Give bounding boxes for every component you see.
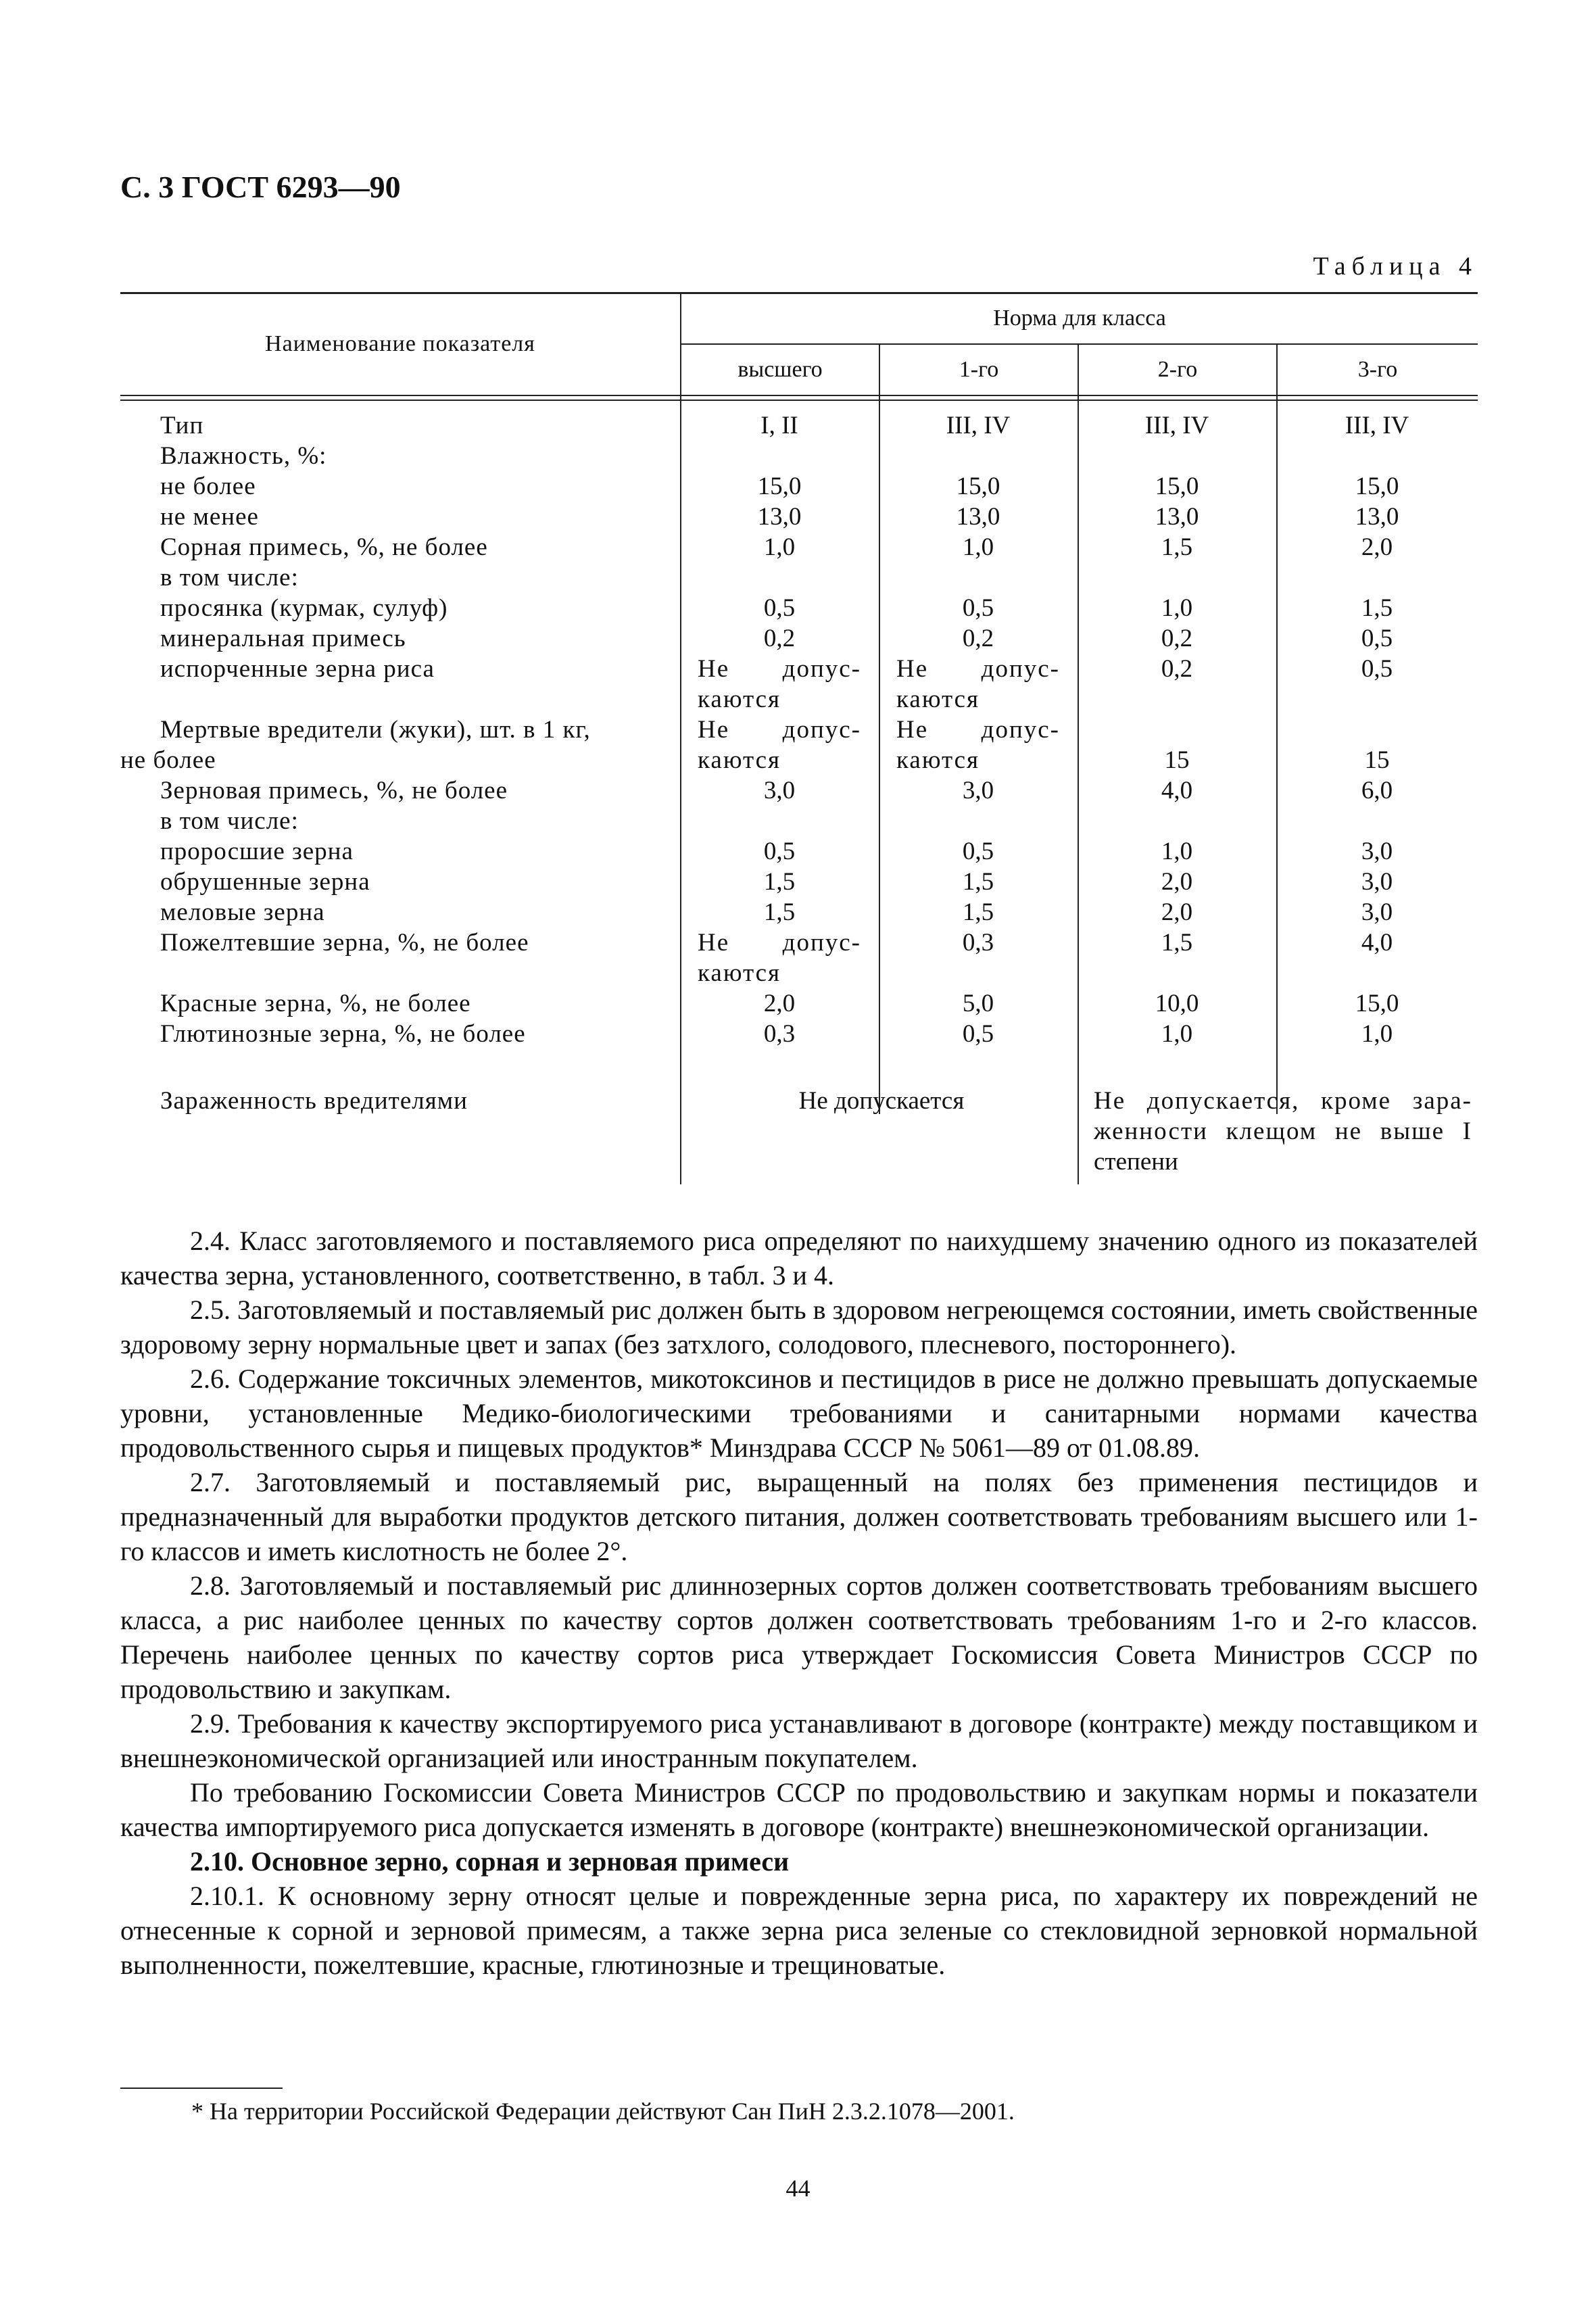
row-value-text: 3,0 xyxy=(1361,898,1393,926)
row-value-text: 1,0 xyxy=(1161,1020,1193,1048)
row-value-text: 15,0 xyxy=(956,473,1000,500)
table-row xyxy=(120,502,1478,532)
row-value-col-1 xyxy=(680,836,879,867)
row-label: в том числе: xyxy=(160,807,299,835)
row-value-text: 1,5 xyxy=(962,868,994,896)
row-label: Глютинозные зерна, %, не более xyxy=(160,1020,526,1048)
table-row xyxy=(120,745,1478,775)
row-value-text: 15,0 xyxy=(757,473,802,500)
row-value-text: 2,0 xyxy=(1361,533,1393,561)
table-row xyxy=(120,836,1478,867)
row-value-col-4 xyxy=(1276,927,1478,958)
row-value-text: каются xyxy=(698,746,781,774)
class-header-1: 1-го xyxy=(959,357,999,382)
row-label: не более xyxy=(160,473,256,500)
row-value-text: III, IV xyxy=(1144,412,1209,439)
row-value-text: Не допус- xyxy=(698,929,861,957)
header-bottom-rule-2 xyxy=(120,400,1478,401)
row-value-text: 1,0 xyxy=(1361,1020,1393,1048)
row-value-col-3 xyxy=(1078,471,1276,502)
row-value-col-2 xyxy=(879,927,1078,958)
row-value-col-3 xyxy=(1078,623,1276,654)
paragraph: 2.9. Требования к качеству экспортируемого риса устанавливают в договоре (контракте) между поставщиком и внешнеэкономической организацией или иностранным покупателем. xyxy=(120,1708,1478,1773)
row-value-text: 0,5 xyxy=(962,838,994,865)
row-value-col-4 xyxy=(1276,471,1478,502)
row-value-text: 4,0 xyxy=(1361,929,1393,957)
row-value-col-2 xyxy=(879,745,1078,775)
row-label: Красные зерна, %, не более xyxy=(160,990,471,1017)
row-value-text: 1,0 xyxy=(1161,594,1193,622)
row-value-text: III, IV xyxy=(946,412,1011,439)
row-value-text: 1,5 xyxy=(763,898,796,926)
row-value-col-3 xyxy=(1078,410,1276,441)
paragraph: 2.10.1. К основному зерну относят целые и поврежденные зерна риса, по характеру их повреждений не отнесенные к сорной и зерновой примесям, а также зерна риса зеленые со стекловидной зерновкой нормальной выполненности, пожелтевшие, красные, глютинозные и трещиноватые. xyxy=(120,1881,1478,1980)
row-value-col-1 xyxy=(680,958,879,988)
row-value-text: 0,5 xyxy=(1361,625,1393,652)
table-row xyxy=(120,471,1478,502)
table-row xyxy=(120,775,1478,806)
row-value-col-1 xyxy=(680,623,879,654)
row-label: не менее xyxy=(160,503,259,531)
table-row xyxy=(120,532,1478,562)
table-row xyxy=(120,715,1478,745)
row-value-col-4 xyxy=(1276,502,1478,532)
table-row xyxy=(120,867,1478,897)
row-value-text: 13,0 xyxy=(757,503,802,531)
row-value-col-4 xyxy=(1276,867,1478,897)
row-value-col-1 xyxy=(680,988,879,1019)
row-value-col-3 xyxy=(1078,593,1276,623)
header-bottom-rule xyxy=(120,395,1478,396)
row-value-col-2 xyxy=(879,593,1078,623)
row-value-text: каются xyxy=(896,685,980,713)
paragraph: 2.8. Заготовляемый и поставляемый рис длиннозерных сортов должен соответствовать требованиям высшего класса, а рис наиболее ценных по качеству сортов должен соответствовать требованиям 1-го и 2-го классов. Перечень наиболее ценных по качеству сортов риса утверждает Госкомиссия Совета Министров СССР по продовольствию и закупкам. xyxy=(120,1570,1478,1704)
row-label: обрушенные зерна xyxy=(160,868,370,896)
row-value-col-3 xyxy=(1078,927,1276,958)
row-value-text: Не допус- xyxy=(698,716,861,744)
row-value-col-2 xyxy=(879,654,1078,684)
row-value-text: 1,0 xyxy=(763,533,796,561)
row-value-text: каются xyxy=(896,746,980,774)
row-value-text: 2,0 xyxy=(1161,898,1193,926)
row-value-col-1 xyxy=(680,897,879,927)
row-value-text: 3,0 xyxy=(763,777,796,804)
table-body xyxy=(120,410,1478,1049)
row-value-text: 1,0 xyxy=(962,533,994,561)
row-value-col-4 xyxy=(1276,654,1478,684)
row-value-col-2 xyxy=(879,684,1078,715)
row-value-col-4 xyxy=(1276,1019,1478,1049)
row-value-text: 0,5 xyxy=(763,838,796,865)
footnote: * На территории Российской Федерации действуют Сан ПиН 2.3.2.1078—2001. xyxy=(191,2098,1015,2125)
row-value-text: 0,3 xyxy=(962,929,994,957)
row-value-col-3 xyxy=(1078,654,1276,684)
table-row xyxy=(120,593,1478,623)
row-label: просянка (курмак, сулуф) xyxy=(160,594,448,622)
row-value-col-2 xyxy=(879,867,1078,897)
row-value-col-1 xyxy=(680,471,879,502)
row-value-text: 5,0 xyxy=(962,990,994,1017)
row-value-text: 1,5 xyxy=(1361,594,1393,622)
row-value-text: I, II xyxy=(760,412,798,439)
row-value-col-4 xyxy=(1276,775,1478,806)
row-value-col-3 xyxy=(1078,502,1276,532)
row-value-text: 13,0 xyxy=(1355,503,1399,531)
row-value-text: 2,0 xyxy=(763,990,796,1017)
table-row xyxy=(120,806,1478,836)
row-value-col-3 xyxy=(1078,897,1276,927)
row-value-col-1 xyxy=(680,775,879,806)
row-value-col-1 xyxy=(680,593,879,623)
row-value-col-1 xyxy=(680,745,879,775)
row-value-col-2 xyxy=(879,471,1078,502)
row-label: Пожелтевшие зерна, %, не более xyxy=(160,929,529,957)
row-value-text: каются xyxy=(698,959,781,987)
paragraph: 2.6. Содержание токсичных элементов, микотоксинов и пестицидов в рисе не должно превышать допускаемые уровни, установленные Медико-биологическими требованиями и санитарными нормами качества продовольственного сырья и пищевых продуктов* Минздрава СССР № 5061—89 от 01.08.89. xyxy=(120,1364,1478,1463)
infestation-label: Зараженность вредителями xyxy=(160,1087,468,1115)
row-label: Сорная примесь, %, не более xyxy=(160,533,488,561)
row-value-text: каются xyxy=(698,685,781,713)
row-value-col-2 xyxy=(879,836,1078,867)
paragraph: 2.4. Класс заготовляемого и поставляемого риса определяют по наихудшему значению одного из показателей качества зерна, установленного, соответственно, в табл. 3 и 4. xyxy=(120,1226,1478,1290)
row-value-col-2 xyxy=(879,775,1078,806)
row-value-col-1 xyxy=(680,502,879,532)
paragraph: 2.5. Заготовляемый и поставляемый рис должен быть в здоровом негреющемся состоянии, иметь свойственные здоровому зерну нормальные цвет и запах (без затхлого, солодового, плесневого, постороннего). xyxy=(120,1295,1478,1359)
class-header-3: 3-го xyxy=(1357,357,1398,382)
class-header-2: 2-го xyxy=(1157,357,1198,382)
row-value-text: 0,5 xyxy=(1361,655,1393,683)
row-value-col-1 xyxy=(680,715,879,745)
table-row xyxy=(120,654,1478,684)
row-value-col-3 xyxy=(1078,532,1276,562)
row-label: минеральная примесь xyxy=(160,625,406,652)
infestation-line-2: женности клещом не выше I xyxy=(1094,1117,1472,1145)
row-value-text: 1,5 xyxy=(763,868,796,896)
row-value-col-2 xyxy=(879,1019,1078,1049)
row-value-col-1 xyxy=(680,867,879,897)
row-value-text: 0,3 xyxy=(763,1020,796,1048)
row-value-col-3 xyxy=(1078,836,1276,867)
row-value-col-2 xyxy=(879,897,1078,927)
row-value-text: 4,0 xyxy=(1161,777,1193,804)
body-text xyxy=(120,1224,1478,1982)
row-value-text: 0,2 xyxy=(962,625,994,652)
row-value-col-2 xyxy=(879,623,1078,654)
row-value-col-1 xyxy=(680,532,879,562)
quality-table xyxy=(120,292,1478,1184)
row-value-text: 1,5 xyxy=(1161,929,1193,957)
group-header: Норма для класса xyxy=(993,306,1166,331)
row-value-col-1 xyxy=(680,654,879,684)
row-value-col-4 xyxy=(1276,988,1478,1019)
table-row xyxy=(120,623,1478,654)
row-value-text: 0,2 xyxy=(1161,655,1193,683)
row-value-col-4 xyxy=(1276,593,1478,623)
row-value-col-4 xyxy=(1276,836,1478,867)
row-value-text: 6,0 xyxy=(1361,777,1393,804)
row-value-text: 1,5 xyxy=(1161,533,1193,561)
row-value-text: 0,2 xyxy=(763,625,796,652)
row-value-text: 0,5 xyxy=(763,594,796,622)
footnote-rule xyxy=(120,2088,283,2089)
infestation-value-high-1: Не допускается xyxy=(798,1087,965,1115)
paragraph: 2.7. Заготовляемый и поставляемый рис, выращенный на полях без применения пестицидов и предназначенный для выработки продуктов детского питания, должен соответствовать требованиям высшего или 1-го классов и иметь кислотность не более 2°. xyxy=(120,1467,1478,1566)
row-value-col-4 xyxy=(1276,623,1478,654)
table-row xyxy=(120,684,1478,715)
row-value-text: 15 xyxy=(1364,746,1390,774)
row-value-text: 13,0 xyxy=(1155,503,1199,531)
table-row xyxy=(120,1019,1478,1049)
row-value-text: 0,5 xyxy=(962,1020,994,1048)
row-label: проросшие зерна xyxy=(160,838,354,865)
row-value-text: Не допус- xyxy=(698,655,861,683)
row-value-text: Не допус- xyxy=(896,716,1060,744)
infestation-line-3: степени xyxy=(1094,1148,1178,1176)
row-value-text: 13,0 xyxy=(956,503,1000,531)
row-value-text: 1,5 xyxy=(962,898,994,926)
row-label: Мертвые вредители (жуки), шт. в 1 кг, xyxy=(160,716,591,744)
page-number: 44 xyxy=(785,2175,811,2202)
section-heading: 2.10. Основное зерно, сорная и зерновая примеси xyxy=(190,1846,790,1877)
row-value-col-3 xyxy=(1078,1019,1276,1049)
row-value-col-2 xyxy=(879,502,1078,532)
row-value-text: 15 xyxy=(1164,746,1190,774)
row-value-col-3 xyxy=(1078,745,1276,775)
row-value-col-3 xyxy=(1078,988,1276,1019)
row-value-col-3 xyxy=(1078,867,1276,897)
row-value-col-4 xyxy=(1276,410,1478,441)
header-sub-rule xyxy=(680,343,1478,345)
row-value-text: 1,0 xyxy=(1161,838,1193,865)
row-value-text: 0,5 xyxy=(962,594,994,622)
row-value-text: 3,0 xyxy=(1361,838,1393,865)
row-label: испорченные зерна риса xyxy=(160,655,435,683)
row-value-text: 10,0 xyxy=(1155,990,1199,1017)
table-row xyxy=(120,441,1478,471)
infestation-line-1: Не допускается, кроме зара- xyxy=(1094,1087,1472,1115)
row-value-col-2 xyxy=(879,988,1078,1019)
table-caption: Таблица 4 xyxy=(1313,252,1478,281)
row-value-col-4 xyxy=(1276,532,1478,562)
row-value-col-2 xyxy=(879,410,1078,441)
row-value-text: Не допус- xyxy=(896,655,1060,683)
table-row xyxy=(120,562,1478,593)
row-value-col-2 xyxy=(879,532,1078,562)
row-value-text: 15,0 xyxy=(1155,473,1199,500)
row-label: Тип xyxy=(160,412,204,439)
row-label: Влажность, %: xyxy=(160,442,327,470)
row-value-col-1 xyxy=(680,410,879,441)
table-row xyxy=(120,897,1478,927)
row-value-text: 15,0 xyxy=(1355,990,1399,1017)
page-header: С. 3 ГОСТ 6293—90 xyxy=(120,170,401,204)
table-row xyxy=(120,958,1478,988)
row-value-col-1 xyxy=(680,684,879,715)
row-value-text: 0,2 xyxy=(1161,625,1193,652)
row-value-col-2 xyxy=(879,715,1078,745)
table-row xyxy=(120,410,1478,441)
class-header-high: высшего xyxy=(737,357,823,382)
row-value-col-4 xyxy=(1276,897,1478,927)
row-value-text: 3,0 xyxy=(1361,868,1393,896)
row-value-text: III, IV xyxy=(1345,412,1409,439)
table-row xyxy=(120,988,1478,1019)
infestation-value-2-3 xyxy=(1094,1086,1472,1177)
row-value-col-4 xyxy=(1276,745,1478,775)
row-label: не более xyxy=(120,746,216,774)
row-value-col-3 xyxy=(1078,775,1276,806)
row-value-col-1 xyxy=(680,927,879,958)
row-label: в том числе: xyxy=(160,564,299,592)
row-label: меловые зерна xyxy=(160,898,325,926)
paragraph: По требованию Госкомиссии Совета Министров СССР по продовольствию и закупкам нормы и показатели качества импортируемого риса допускается изменять в договоре (контракте) внешнеэкономической организации. xyxy=(120,1777,1478,1842)
row-value-text: 3,0 xyxy=(962,777,994,804)
row-value-text: 15,0 xyxy=(1355,473,1399,500)
row-value-text: 2,0 xyxy=(1161,868,1193,896)
table-top-rule xyxy=(120,292,1478,294)
row-label: Зерновая примесь, %, не более xyxy=(160,777,508,804)
col-name-header: Наименование показателя xyxy=(265,331,535,356)
table-row xyxy=(120,927,1478,958)
row-value-col-1 xyxy=(680,1019,879,1049)
